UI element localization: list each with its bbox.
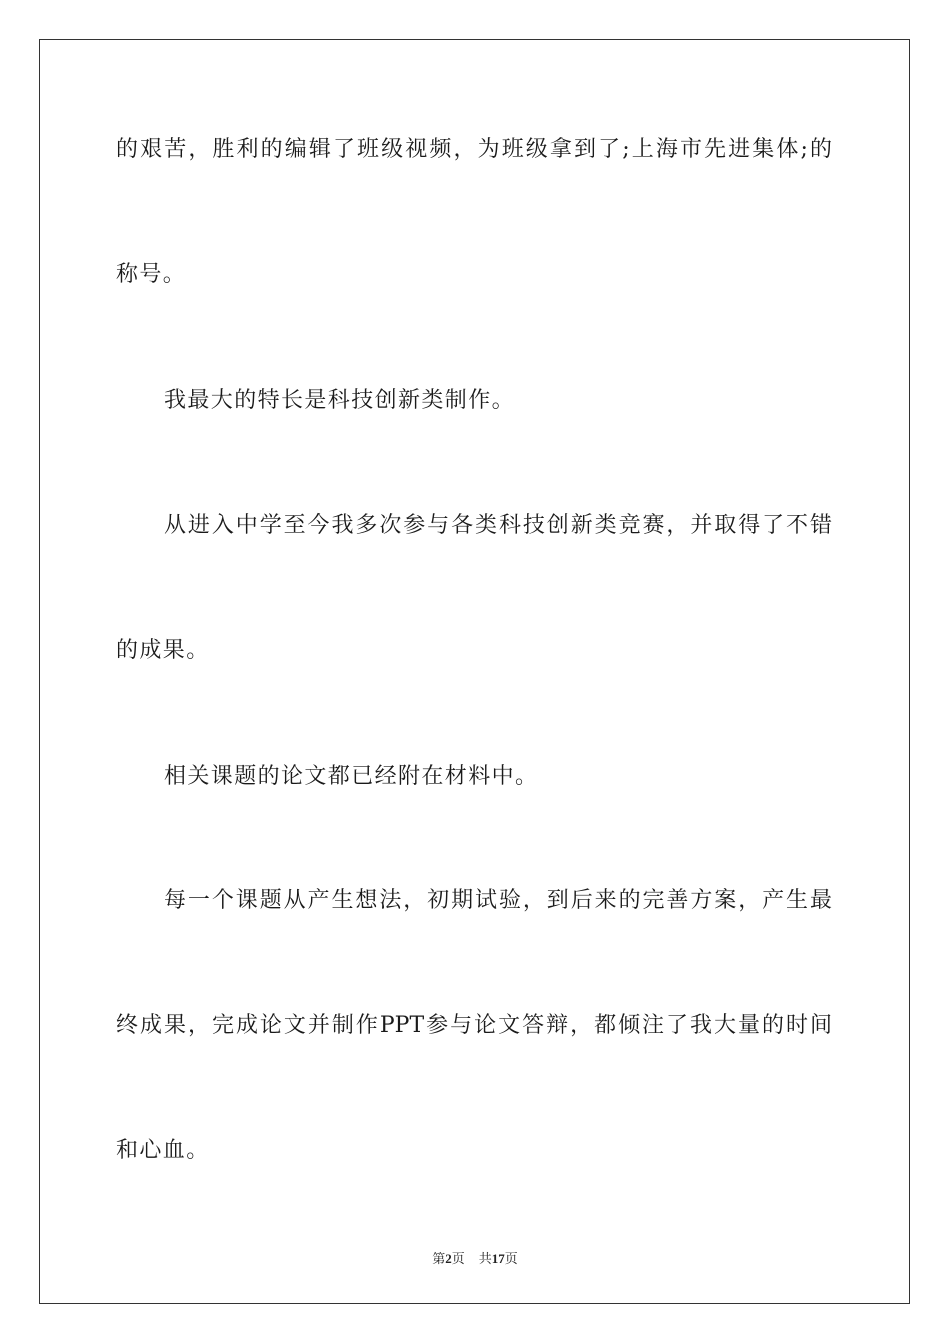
page-current-number: 2 xyxy=(445,1251,452,1266)
text-line-3: 我最大的特长是科技创新类制作。 xyxy=(164,388,516,413)
text-line-8: 终成果，完成论文并制作PPT参与论文答辩，都倾注了我大量的时间 xyxy=(116,1013,832,1038)
total-prefix: 共 xyxy=(478,1251,492,1266)
total-unit: 页 xyxy=(504,1251,518,1266)
page-border xyxy=(39,39,910,1304)
page-footer xyxy=(0,1248,950,1267)
text-line-6: 相关课题的论文都已经附在材料中。 xyxy=(164,764,539,789)
text-line-2: 称号。 xyxy=(116,262,187,287)
text-line-4: 从进入中学至今我多次参与各类科技创新类竞赛，并取得了不错 xyxy=(164,513,832,538)
text-line-5: 的成果。 xyxy=(116,638,210,663)
page-total-number: 17 xyxy=(491,1251,505,1266)
page-unit: 页 xyxy=(451,1251,465,1266)
text-line-7: 每一个课题从产生想法，初期试验，到后来的完善方案，产生最 xyxy=(164,888,832,913)
text-line-1: 的艰苦，胜利的编辑了班级视频，为班级拿到了;上海市先进集体;的 xyxy=(116,137,832,162)
page-prefix: 第 xyxy=(432,1251,446,1266)
text-line-9: 和心血。 xyxy=(116,1138,210,1163)
